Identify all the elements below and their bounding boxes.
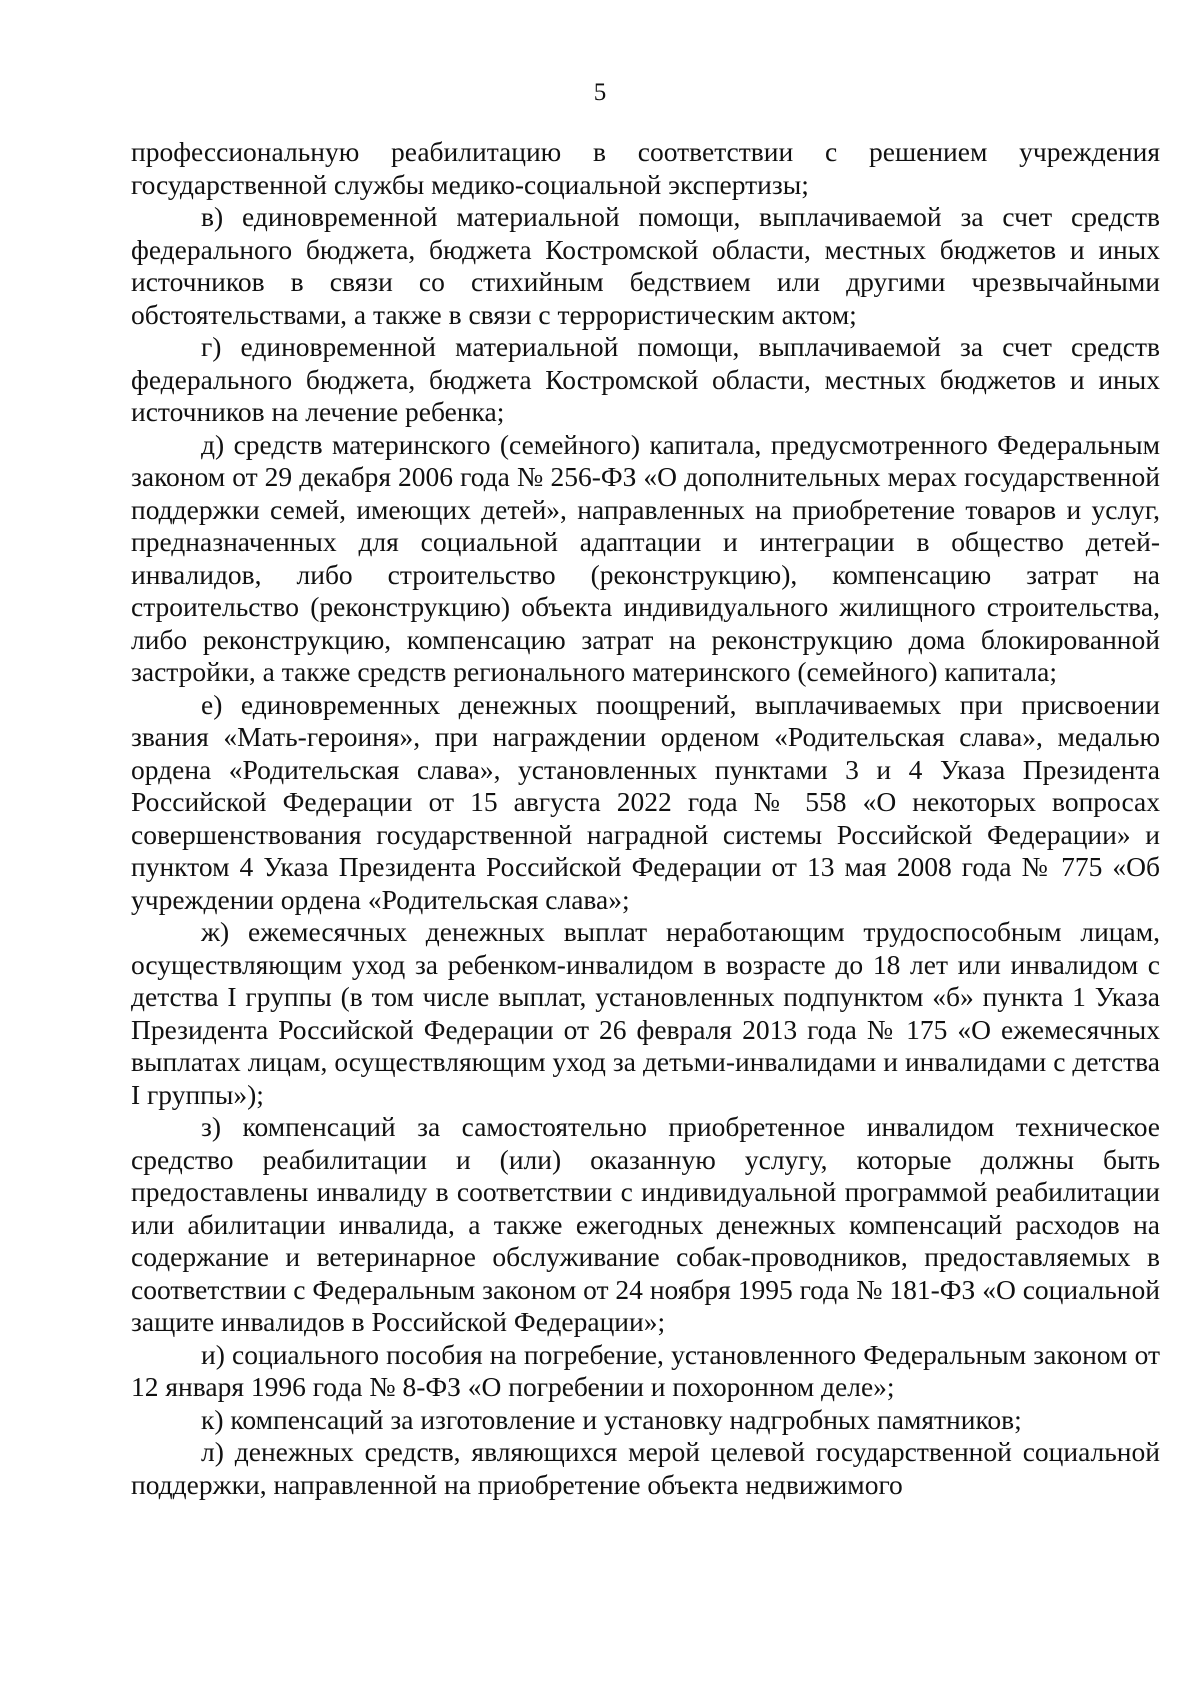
document-body	[131, 136, 1160, 1501]
paragraph-item-v: в) единовременной материальной помощи, выплачиваемой за счет средств федерального бюджета, бюджета Костромской области, местных бюджетов и иных источников в связи со стихийным бедствием или другими чрезвычайными обстоятельствами, а также в связи с террористическим актом;	[131, 201, 1160, 330]
paragraph-item-k: к) компенсаций за изготовление и установку надгробных памятников;	[201, 1403, 1022, 1435]
paragraph-item-d: д) средств материнского (семейного) капитала, предусмотренного Федеральным законом от 29 декабря 2006 года № 256-ФЗ «О дополнительных мерах государственной поддержки семей, имеющих детей», направленных на приобретение товаров и услуг, предназначенных для социальной адаптации и интеграции в общество детей-инвалидов, либо строительство (реконструкцию), компенсацию затрат на строительство (реконструкцию) объекта индивидуального жилищного строительства, либо реконструкцию, компенсацию затрат на реконструкцию дома блокированной застройки, а также средств регионального материнского (семейного) капитала;	[131, 428, 1160, 687]
paragraph-item-e: е) единовременных денежных поощрений, выплачиваемых при присвоении звания «Мать-героиня», при награждении орденом «Родительская слава», медалью ордена «Родительская слава», установленных пунктами 3 и 4 Указа Президента Российской Федерации от 15 августа 2022 года № 558 «О некоторых вопросах совершенствования государственной наградной системы Российской Федерации» и пунктом 4 Указа Президента Российской Федерации от 13 мая 2008 года № 775 «Об учреждении ордена «Родительская слава»;	[131, 688, 1160, 915]
paragraph-item-zh: ж) ежемесячных денежных выплат неработающим трудоспособным лицам, осуществляющим уход за ребенком-инвалидом в возрасте до 18 лет или инвалидом с детства I группы (в том числе выплат, установленных подпунктом «б» пункта 1 Указа Президента Российской Федерации от 26 февраля 2013 года № 175 «О ежемесячных выплатах лицам, осуществляющим уход за детьми-инвалидами и инвалидами с детства I группы»);	[131, 916, 1160, 1110]
paragraph-item-i: и) социального пособия на погребение, установленного Федеральным законом от 12 января 1996 года № 8-ФЗ «О погребении и похоронном деле»;	[131, 1338, 1160, 1402]
paragraph-continuation: профессиональную реабилитацию в соответствии с решением учреждения государственной службы медико-социальной экспертизы;	[131, 136, 1160, 200]
paragraph-item-l: л) денежных средств, являющихся мерой целевой государственной социальной поддержки, направленной на приобретение объекта недвижимого	[131, 1436, 1160, 1500]
page-number: 5	[593, 79, 607, 106]
paragraph-item-g: г) единовременной материальной помощи, выплачиваемой за счет средств федерального бюджета, бюджета Костромской области, местных бюджетов и иных источников на лечение ребенка;	[131, 331, 1160, 427]
paragraph-item-z: з) компенсаций за самостоятельно приобретенное инвалидом техническое средство реабилитации и (или) оказанную услугу, которые должны быть предоставлены инвалиду в соответствии с индивидуальной программой реабилитации или абилитации инвалида, а также ежегодных денежных компенсаций расходов на содержание и ветеринарное обслуживание собак-проводников, предоставляемых в соответствии с Федеральным законом от 24 ноября 1995 года № 181-ФЗ «О социальной защите инвалидов в Российской Федерации»;	[131, 1111, 1160, 1337]
